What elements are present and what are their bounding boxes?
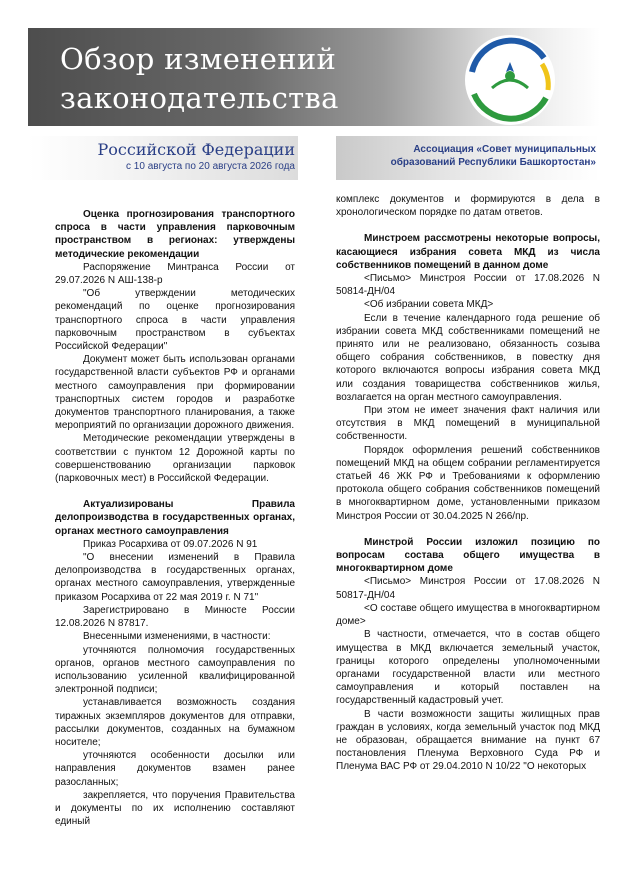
article-paragraph: <Письмо> Минстроя России от 17.08.2026 N 50814-ДН/04 — [336, 273, 600, 298]
article-paragraph: Документ может быть использован органами государственной власти субъектов РФ и органами местного самоуправления при формировании транспортных систем городов и разработке документов транспортного планирования, а также мероприятий по организации дорожного движения. — [55, 354, 295, 432]
article-paragraph: уточняются полномочия государственных органов, органов местного самоуправления по использованию усиленной квалифицированной электронной подписи; — [55, 644, 295, 696]
article-paragraph: Распоряжение Минтранса России от 29.07.2026 N АШ-138-р — [55, 261, 295, 287]
article-paragraph: закрепляется, что поручения Правительства и документы по их исполнению составляют единый — [55, 789, 295, 828]
article-title: Оценка прогнозирования транспортного спроса в части управления парковочным пространством в регионах: утверждены методические рекомендации — [55, 209, 295, 260]
subheader-region — [28, 136, 298, 180]
article-title: Минстроем рассмотрены некоторые вопросы, касающиеся избрания совета МКД из числа собственников помещений в данном доме — [336, 233, 600, 271]
article-paragraph: устанавливается возможность создания тиражных экземпляров документов для отправки, рассылки документов, созданных на бумажном носителе; — [55, 697, 295, 748]
page-title: Обзор изменений законодательства — [60, 42, 339, 115]
article-paragraph: Если в течение календарного года решение об избрании совета МКД собственниками помещений не принято или не реализовано, обязанность созыва общего собрания собственников, в повестку дня которого включаются вопросы избрания совета МКД или создания товарищества собственников жилья, возлагается на орган местного самоуправления. — [336, 312, 600, 403]
association-logo-icon — [462, 32, 558, 128]
left-column — [55, 208, 295, 828]
article-title: Минстрой России изложил позицию по вопросам состава общего имущества в многоквартирном доме — [336, 536, 600, 575]
right-column — [336, 193, 600, 774]
article-paragraph: Приказ Росархива от 09.07.2026 N 91 — [83, 538, 258, 550]
article-paragraph: <Об избрании совета МКД> — [364, 299, 494, 311]
article-paragraph: <Письмо> Минстроя России от 17.08.2026 N 50817-ДН/04 — [336, 576, 600, 601]
article-paragraph: <О составе общего имущества в многоквартирном доме> — [336, 602, 600, 628]
association-line-1: Ассоциация «Совет муниципальных — [413, 144, 596, 155]
article-paragraph: Порядок оформления решений собственников помещений МКД на общем собрании регламентируется статьей 46 ЖК РФ и Требованиями к оформлению протокола общего собрания собственников помещений в многоквартирном доме, установленными приказом Минстроя России от 30.04.2025 N 266/пр. — [336, 444, 600, 522]
article-paragraph: Зарегистрировано в Минюсте России 12.08.2026 N 87817. — [55, 604, 295, 630]
subheader-association — [336, 136, 600, 180]
article-paragraph: "О внесении изменений в Правила делопроизводства в государственных органах, органах местного самоуправления, утвержденные приказом Росархива от 22 мая 2019 г. N 71" — [55, 552, 295, 603]
article-paragraph: "Об утверждении методических рекомендаций по оценке прогнозирования транспортного спроса в части управления парковочным пространством в субъектах Российской Федерации" — [55, 288, 295, 353]
article-title: Актуализированы Правила делопроизводства в государственных органах, органах местного самоуправления — [55, 499, 295, 537]
association-line-2: образований Республики Башкортостан» — [390, 157, 596, 168]
article-paragraph: Внесенными изменениями, в частности: — [83, 631, 271, 643]
article-paragraph: При этом не имеет значения факт наличия или отсутствия в МКД помещений в муниципальной собственности. — [336, 405, 600, 443]
article-paragraph: уточняются особенности досылки или направления документов взамен ранее разосланных; — [55, 750, 295, 788]
article-paragraph: комплекс документов и формируются в дела в хронологическом порядке по датам ответов. — [336, 194, 600, 219]
subtitle-period: с 10 августа по 20 августа 2026 года — [126, 161, 295, 172]
article-paragraph: В частности, отмечается, что в состав общего имущества в МКД включается земельный участок, границы которого определены уполномоченными органами государственной власти или местного самоуправления и который поставлен на государственный кадастровый учет. — [336, 629, 600, 707]
subtitle-country: Российской Федерации — [97, 140, 295, 159]
article-paragraph: В части возможности защиты жилищных прав граждан в условиях, когда земельный участок под МКД не образован, обращается внимание на пункт 67 постановления Пленума Верховного Суда РФ и Пленума ВАС РФ от 29.04.2010 N 10/22 "О некоторых — [336, 708, 600, 773]
article-paragraph: Методические рекомендации утверждены в соответствии с пунктом 12 Дорожной карты по совершенствованию организации парковок (парковочных мест) в Российской Федерации. — [55, 433, 295, 485]
